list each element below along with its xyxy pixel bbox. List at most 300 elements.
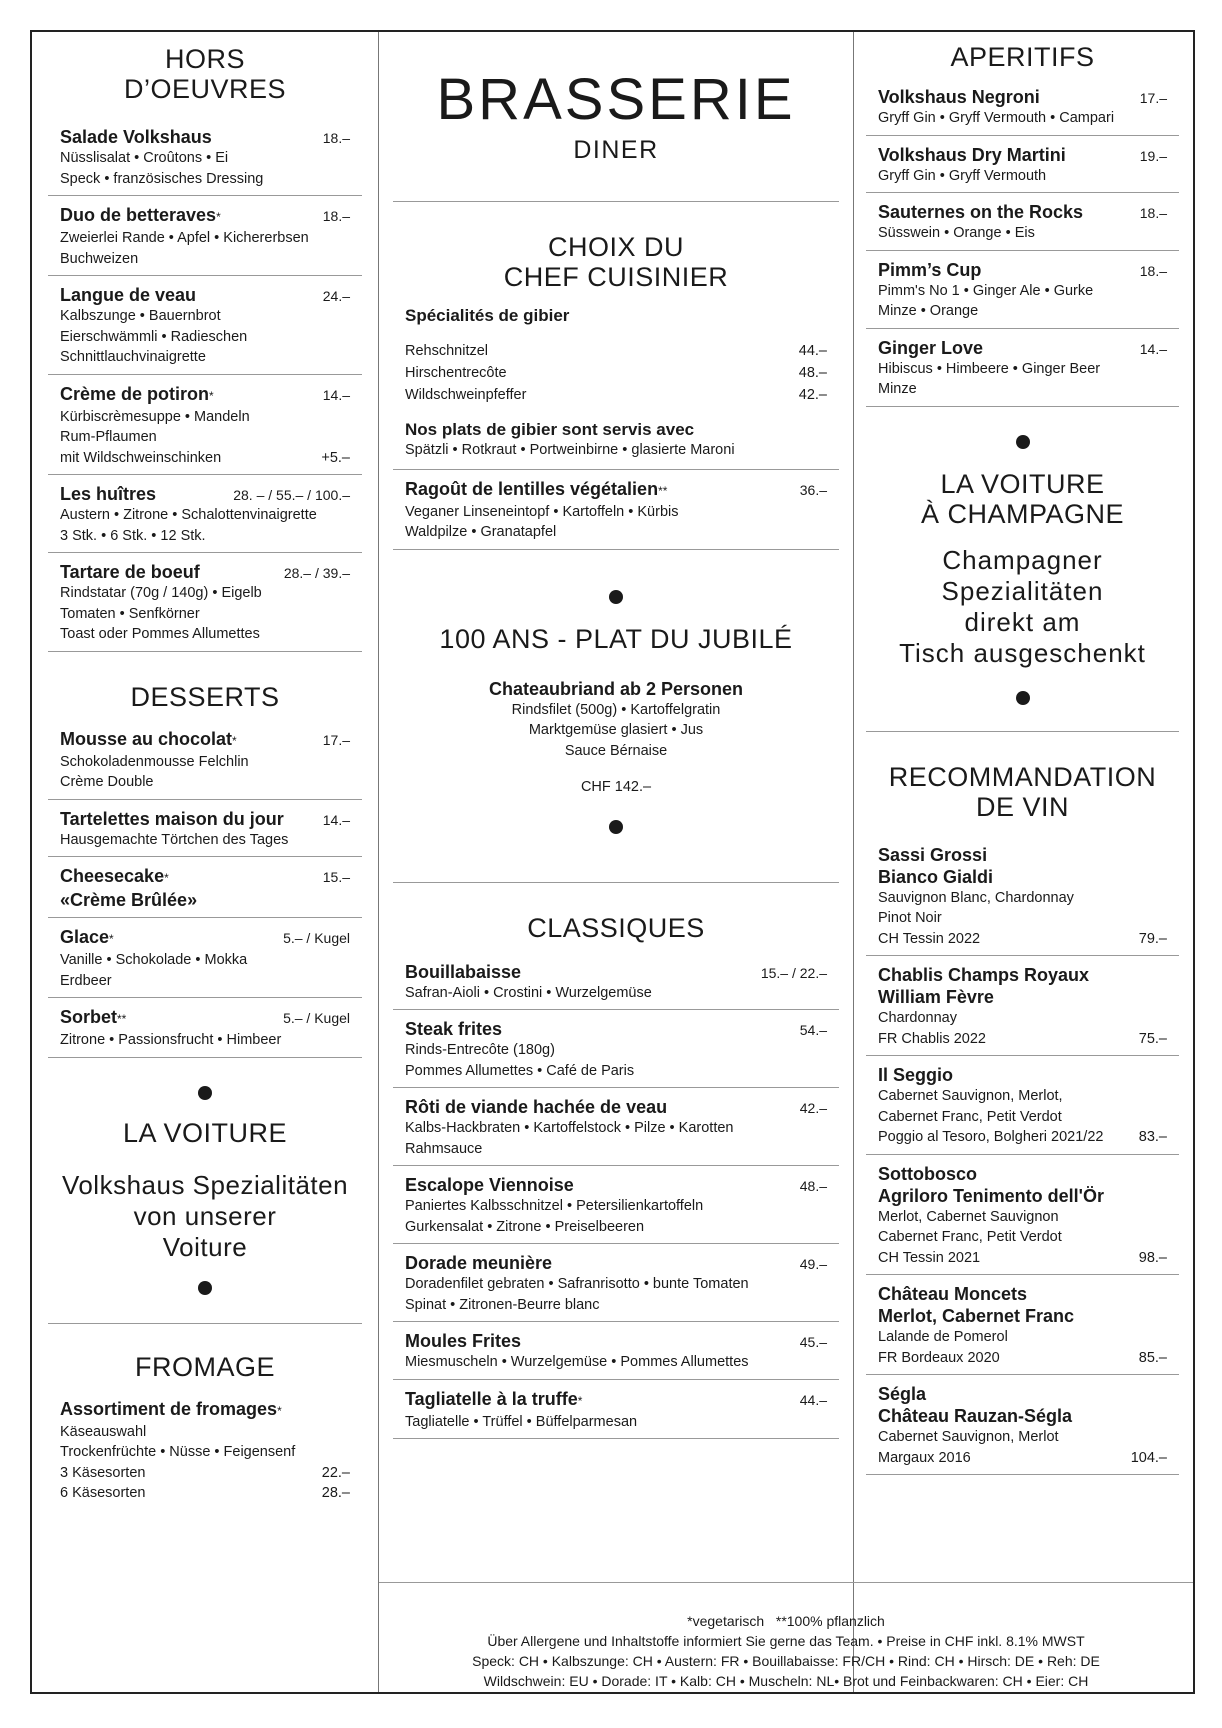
right-column [854,32,1193,1692]
item-name-text: Duo de betteraves [60,205,217,225]
item-desc: Cabernet Franc, Petit Verdot [878,1108,1062,1125]
fromage-item [48,1390,362,1504]
item-name-text: Sorbet [60,1007,118,1027]
item-price: 44.– [799,1391,827,1408]
item-desc: Pommes Allumettes • Café de Paris [405,1062,635,1079]
item-price: 5.– / Kugel [283,1010,350,1026]
served-desc: Spätzli • Rotkraut • Portweinbirne • glasierte Maroni [405,442,735,458]
item-name-line: Ségla [878,1384,927,1404]
gibier-heading: Spécialités de gibier [405,306,570,325]
item-desc: Pimm's No 1 • Ginger Ale • Gurke [878,282,1094,299]
item-head [878,1383,1167,1427]
item-desc: 3 Stk. • 6 Stk. • 12 Stk. [60,527,206,544]
item-head [60,808,350,830]
menu-item [393,1010,839,1088]
jubile-name: Chateaubriand ab 2 Personen [488,678,744,699]
diet-mark: * [109,932,114,946]
extra-label: mit Wildschweinschinken [60,449,222,466]
item-name [405,961,521,983]
item-name [878,144,1066,166]
item-head [60,383,350,407]
divider [48,1323,362,1324]
item-head [60,204,350,228]
item-name [60,483,156,505]
item-desc: Lalande de Pomerol [878,1329,1008,1345]
item-name-line: Sottobosco [878,1163,977,1184]
menu-item [48,918,362,998]
voiture-champagne-title [866,469,1179,529]
item-name [878,86,1040,108]
menu-item [48,553,362,652]
menu-item [393,1322,839,1380]
item-name [878,1383,1072,1427]
vin-list [866,836,1179,1476]
jubile-price: CHF 142.– [580,779,652,795]
footer-line: *vegetarisch **100% pflanzlich [687,1613,885,1629]
title-line: RECOMMANDATION [888,761,1157,792]
item-name-line: Chablis Champs Royaux [878,965,1090,985]
menu-item [866,1275,1179,1375]
item-name-text: Assortiment de fromages [60,1398,278,1419]
item-name [878,1283,1074,1327]
menu-item [48,276,362,375]
item-desc: Sauce Bérnaise [564,742,668,759]
vin-title [866,762,1179,822]
footer-notes [379,1582,1193,1692]
item-price: 5.– / Kugel [283,930,350,946]
menu-item [393,1088,839,1166]
menu-item [393,953,839,1011]
title-line: CHEF CUISINIER [503,262,729,292]
diet-mark: ** [117,1012,127,1026]
item-name [405,1388,582,1412]
item-desc: Cabernet Sauvignon, Merlot, [878,1088,1063,1104]
item-desc: Gurkensalat • Zitrone • Preiselbeeren [405,1218,645,1235]
item-name [878,1064,953,1086]
item-name-text: Tartelettes maison du jour [60,808,284,829]
item-name-text: Pimm’s Cup [878,259,982,280]
menu-item [866,1375,1179,1475]
bullet-dot-icon [198,1086,212,1100]
classiques-title: CLASSIQUES [527,912,705,943]
wine-origin-row [878,1127,1167,1148]
item-desc: Erdbeer [60,972,112,989]
served-heading: Nos plats de gibier sont servis avec [405,420,695,439]
item-name [405,1096,667,1118]
option-price: 22.– [321,1464,350,1481]
classiques-list [393,953,839,1440]
item-desc: Sauvignon Blanc, Chardonnay [878,889,1074,906]
item-desc: Cabernet Sauvignon, Merlot [878,1429,1059,1445]
item-name-text: Mousse au chocolat [60,728,233,749]
item-desc: Schokoladenmousse Felchlin [60,753,249,770]
diet-mark: * [209,388,214,403]
brand-title: BRASSERIE [436,67,796,132]
item-price: 48.– [799,1178,827,1194]
item-desc: Tomaten • Senfkörner [60,605,200,622]
fromage-name [60,1398,350,1422]
text-line: von unserer [133,1200,277,1231]
wine-origin-row [878,1348,1167,1369]
menu-item [393,1244,839,1322]
wine-origin-row [878,1448,1167,1469]
diet-mark: * [216,210,221,224]
aperitifs-title: APERITIFS [950,42,1095,72]
diet-mark: ** [658,483,668,498]
item-desc: Waldpilze • Granatapfel [405,524,557,540]
item-price: 85.– [1138,1349,1167,1366]
item-price: 15.– [322,869,350,885]
item-desc: Trockenfrüchte • Nüsse • Feigensenf [60,1444,296,1460]
item-name-line: Il Seggio [878,1065,954,1085]
item-name [60,126,212,148]
item-head [878,1163,1167,1207]
option-label: 6 Käsesorten [60,1485,146,1501]
menu-item [48,375,362,476]
gibier-item [393,340,839,362]
item-head [405,1018,827,1040]
item-name [878,964,1089,1008]
item-price: 54.– [799,1022,827,1038]
item-name-text: Glace [60,927,110,947]
fromage-option [60,1463,350,1484]
item-name [60,284,196,306]
item-name-text: Ragoût de lentilles végétalien [405,478,659,499]
bullet-dot-icon [1016,691,1030,705]
title-line: HORS [164,44,245,74]
item-name [405,1330,521,1352]
item-desc: Miesmuscheln • Wurzelgemüse • Pommes Allumettes [405,1354,749,1370]
menu-item [48,998,362,1058]
bullet-dot-icon [198,1281,212,1295]
item-price: 18.– [322,208,350,224]
gibier-name: Wildschweinpfeffer [405,387,527,403]
item-name-text: Salade Volkshaus [60,127,212,147]
menu-item [866,251,1179,329]
item-name [60,1006,126,1030]
divider [393,882,839,883]
item-name [405,478,667,502]
item-desc: Kalbszunge • Bauernbrot [60,308,221,324]
divider [393,201,839,202]
item-head [60,728,350,752]
desserts-list [48,720,362,1058]
item-name [878,259,981,281]
title-line: LA VOITURE [940,468,1105,499]
item-name-text: Ginger Love [878,337,984,358]
item-price: 36.– [799,481,827,498]
item-name-text: Les huîtres [60,484,157,504]
gibier-price: 42.– [798,387,827,403]
menu-item [393,1166,839,1244]
item-head [405,1388,827,1412]
menu-item [393,1380,839,1440]
item-desc: Toast oder Pommes Allumettes [60,626,260,642]
middle-column [379,32,854,1692]
item-desc: Veganer Linseneintopf • Kartoffeln • Kürbis [405,503,679,520]
item-name-text: Volkshaus Dry Martini [878,144,1066,165]
diet-mark: * [164,871,169,885]
item-head [405,961,827,983]
item-desc: Gryff Gin • Gryff Vermouth [878,167,1047,184]
wine-origin: CH Tessin 2022 [878,930,981,947]
text-line: Voiture [162,1231,248,1262]
item-name [60,865,197,911]
item-head [60,865,350,911]
item-desc: Cabernet Franc, Petit Verdot [878,1229,1062,1245]
item-name-text: Cheesecake [60,866,165,886]
item-name-text: Crème de potiron [60,383,210,404]
item-head [60,126,350,148]
brand-subtitle: DINER [573,136,659,164]
menu-frame [30,30,1195,1694]
item-price: 24.– [322,288,350,304]
item-desc: Tagliatelle • Trüffel • Büffelparmesan [405,1413,638,1430]
item-head [405,1174,827,1196]
la-voiture-title: LA VOITURE [122,1117,288,1148]
item-name-text: Bouillabaisse [405,961,522,982]
item-name-line: Agriloro Tenimento dell'Ör [878,1185,1104,1206]
fromage-option [60,1483,350,1504]
menu-item [48,475,362,553]
menu-item [48,720,362,800]
menu-item [393,470,839,550]
option-price: 28.– [321,1485,350,1501]
item-name-text: Escalope Viennoise [405,1175,574,1195]
wine-origin: Margaux 2016 [878,1449,971,1466]
item-price: 18.– [322,130,350,146]
extra-price: +5.– [321,449,350,466]
menu-item [866,78,1179,136]
bullet-dot-icon [609,820,623,834]
item-desc: Schnittlauchvinaigrette [60,349,206,365]
hors-doeuvres-title [48,44,362,104]
item-price: 49.– [799,1256,827,1272]
bullet-dot-icon [1016,435,1030,449]
item-desc: Süsswein • Orange • Eis [878,225,1035,241]
item-name [60,728,237,752]
item-head [60,561,350,583]
item-price: 17.– [322,731,350,748]
item-desc: Käseauswahl [60,1423,147,1440]
item-name [405,1174,574,1196]
title-line: DE VIN [975,791,1070,822]
item-name [878,337,983,359]
item-desc: Rindsfilet (500g) • Kartoffelgratin [511,701,721,718]
item-price: 19.– [1139,147,1167,164]
menu-item [48,196,362,276]
item-price: 104.– [1130,1449,1167,1466]
gibier-list [393,340,839,406]
wine-origin: FR Bordeaux 2020 [878,1349,1000,1366]
item-desc: Spinat • Zitronen-Beurre blanc [405,1296,600,1313]
item-desc: Chardonnay [878,1010,957,1026]
item-name-line: Château Moncets [878,1284,1028,1304]
aperitifs-list [866,78,1179,407]
item-name-text: Steak frites [405,1019,503,1039]
title-line: D’OEUVRES [123,74,287,104]
item-desc: Speck • französisches Dressing [60,170,264,187]
item-desc: Paniertes Kalbsschnitzel • Petersilienkartoffeln [405,1198,704,1214]
item-desc: Pinot Noir [878,910,942,926]
item-name [405,1252,552,1274]
ragout-item [393,470,839,550]
item-desc: Crème Double [60,774,154,790]
item-desc: Hausgemachte Törtchen des Tages [60,831,289,848]
item-head [878,144,1167,166]
menu-item [866,329,1179,407]
item-name [60,808,284,830]
item-name [60,926,114,950]
item-desc: Minze [878,381,917,397]
item-desc: Marktgemüse glasiert • Jus [528,722,704,738]
diet-mark: * [232,733,237,748]
text-line: Spezialitäten [941,575,1104,606]
menu-item [866,836,1179,957]
item-head [405,478,827,502]
item-desc: Merlot, Cabernet Sauvignon [878,1208,1059,1225]
divider [866,731,1179,732]
text-line: direkt am [964,606,1081,637]
item-head [60,284,350,306]
item-desc: Rum-Pflaumen [60,429,157,445]
item-name [60,204,221,228]
item-name-text: Rôti de viande hachée de veau [405,1097,668,1117]
desserts-title: DESSERTS [130,681,280,712]
item-price: 28. – / 55.– / 100.– [233,487,350,503]
item-desc: Austern • Zitrone • Schalottenvinaigrette [60,507,317,523]
item-desc: Rahmsauce [405,1140,483,1157]
item-price: 75.– [1138,1030,1167,1047]
item-head [60,483,350,505]
item-head [878,844,1167,888]
item-desc: Minze • Orange [878,303,979,319]
item-head [878,964,1167,1008]
item-desc: Doradenfilet gebraten • Safranrisotto • bunte Tomaten [405,1276,749,1292]
item-price: 15.– / 22.– [760,964,827,981]
gibier-name: Rehschnitzel [405,343,489,359]
wine-origin-row [878,1029,1167,1050]
gibier-price: 44.– [798,343,827,359]
item-price: 79.– [1138,930,1167,947]
title-line: À CHAMPAGNE [920,498,1125,529]
text-line: Volkshaus Spezialitäten [61,1169,349,1200]
diet-mark: * [277,1403,282,1418]
title-line: CHOIX DU [547,232,684,262]
item-name-line: Château Rauzan-Ségla [878,1406,1073,1426]
item-price: 14.– [322,386,350,403]
hors-doeuvres-list [48,118,362,652]
voiture-champagne-text [866,545,1179,669]
item-desc: Safran-Aioli • Crostini • Wurzelgemüse [405,984,652,1001]
item-name [405,1018,502,1040]
menu-item [48,857,362,918]
item-name-text: «Crème Brûlée» [60,890,198,910]
item-desc: Zweierlei Rande • Apfel • Kichererbsen [60,230,309,246]
gibier-price: 48.– [798,365,827,381]
item-head [60,1006,350,1030]
item-desc: Hibiscus • Himbeere • Ginger Beer [878,360,1101,377]
item-name-text: Tagliatelle à la truffe [405,1388,578,1409]
item-name [60,383,214,407]
item-price: 18.– [1139,205,1167,221]
fromage-title: FROMAGE [134,1351,275,1382]
footer-line: Über Allergene und Inhaltstoffe informiert Sie gerne das Team. • Preise in CHF inkl. 8.1% MWST [487,1633,1085,1649]
item-name-line: Bianco Gialdi [878,866,994,887]
item-head [878,1283,1167,1327]
item-name-text: Moules Frites [405,1331,522,1351]
item-price: 17.– [1139,90,1167,106]
item-name [878,1163,1104,1207]
item-head [60,926,350,950]
item-desc: Eierschwämmli • Radieschen [60,328,248,345]
item-name [878,844,993,888]
menu-item [866,956,1179,1056]
menu-item [866,193,1179,251]
item-price: 83.– [1138,1129,1167,1145]
menu-item [48,800,362,858]
item-head [878,201,1167,223]
menu-item [48,118,362,196]
item-price: 14.– [322,811,350,828]
item-name [60,561,200,583]
left-column [32,32,379,1692]
menu-item [866,1056,1179,1155]
item-name-text: Volkshaus Negroni [878,87,1040,107]
gibier-item [393,362,839,384]
item-name-text: Langue de veau [60,285,197,305]
menu-item [866,136,1179,194]
item-desc: Nüsslisalat • Croûtons • Ei [60,150,229,166]
item-price: 45.– [799,1334,827,1350]
text-line: Champagner [942,544,1103,575]
wine-origin-row [878,929,1167,950]
item-price: 42.– [799,1100,827,1116]
item-name-line: William Fèvre [878,987,994,1007]
item-name [878,201,1083,223]
diet-mark: * [577,1393,583,1408]
option-label: 3 Käsesorten [60,1464,146,1481]
item-head [878,1064,1167,1086]
item-name-text: Tartare de boeuf [60,562,200,582]
text-line: Tisch ausgeschenkt [899,637,1146,668]
item-desc: Vanille • Schokolade • Mokka [60,952,248,968]
item-head [878,259,1167,281]
item-desc: Rindstatar (70g / 140g) • Eigelb [60,585,262,601]
gibier-name: Hirschentrecôte [405,365,507,381]
wine-origin-row [878,1248,1167,1269]
item-price: 28.– / 39.– [283,565,350,581]
wine-origin: CH Tessin 2021 [878,1249,981,1266]
item-desc: Rinds-Entrecôte (180g) [405,1042,555,1058]
item-desc: Kalbs-Hackbraten • Kartoffelstock • Pilze • Karotten [405,1120,734,1136]
bullet-dot-icon [609,590,623,604]
jubile-title: 100 ANS - PLAT DU JUBILÉ [439,623,793,654]
item-desc: Gryff Gin • Gryff Vermouth • Campari [878,110,1115,126]
item-name-text: Sauternes on the Rocks [878,202,1084,222]
item-price: 14.– [1139,340,1167,357]
item-price: 18.– [1139,262,1167,279]
item-head [878,337,1167,359]
item-desc: Kürbiscrèmesuppe • Mandeln [60,408,250,425]
item-price: 98.– [1138,1249,1167,1266]
wine-origin: Poggio al Tesoro, Bolgheri 2021/22 [878,1129,1104,1145]
item-name-line: Sassi Grossi [878,844,988,865]
item-extra [60,448,350,469]
menu-item [866,1155,1179,1276]
item-head [878,86,1167,108]
wine-origin: FR Chablis 2022 [878,1030,986,1047]
